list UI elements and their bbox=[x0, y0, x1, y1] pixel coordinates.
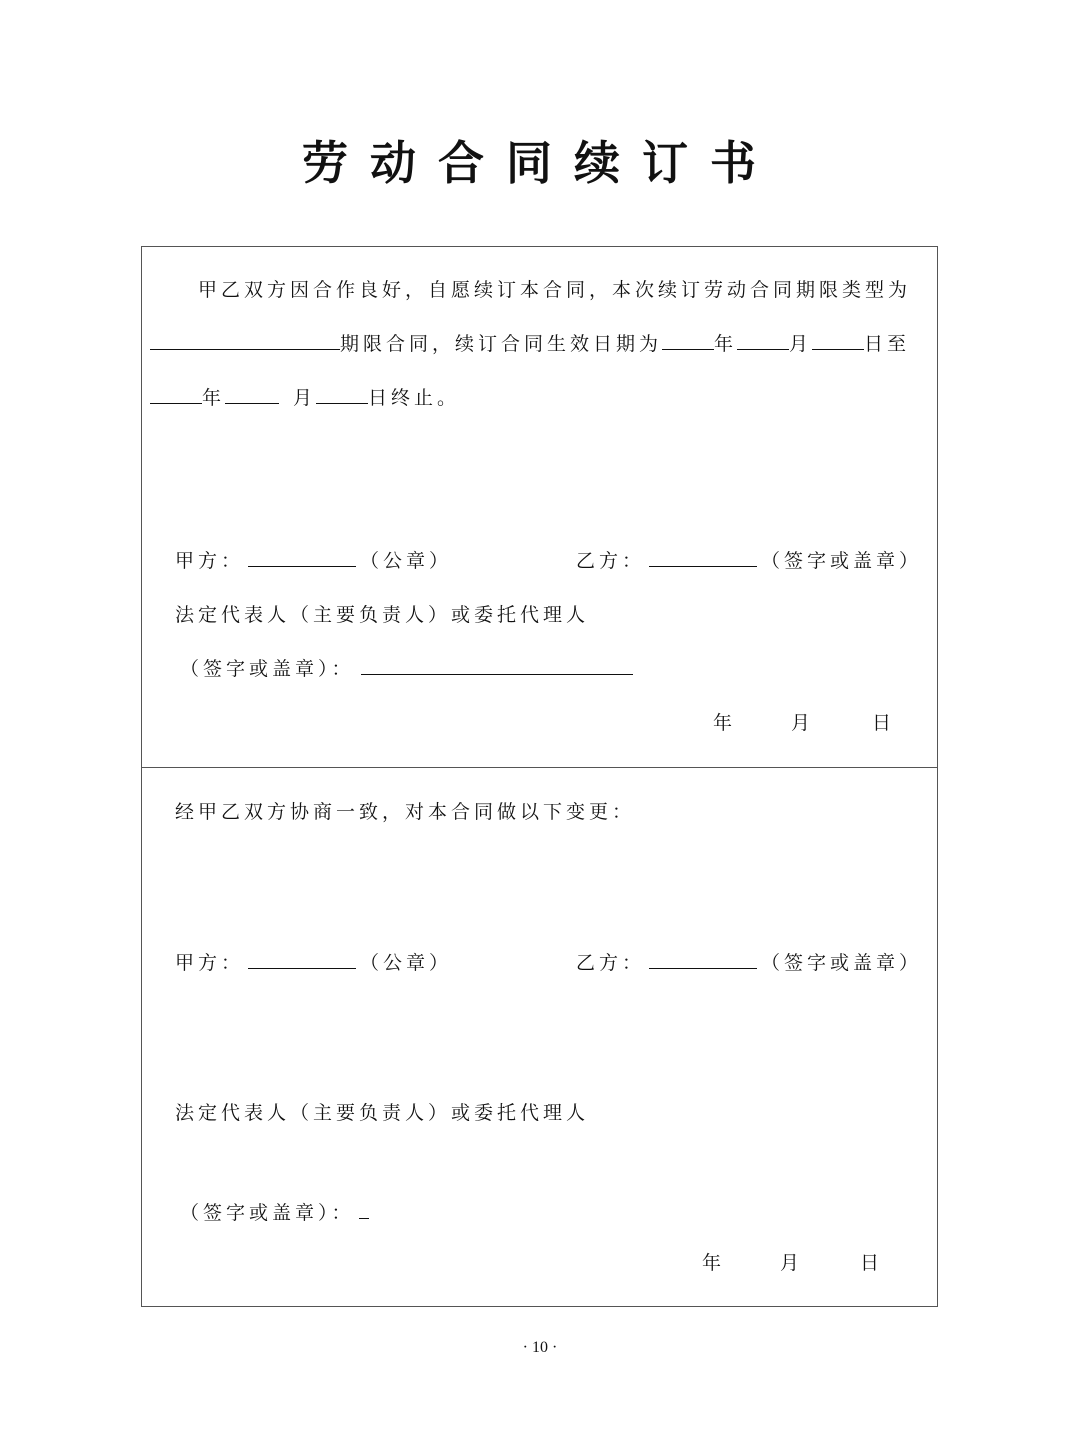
changes-party-a-label: 甲方： bbox=[175, 952, 245, 974]
party-b-signature bbox=[576, 546, 922, 576]
party-a-label: 甲方： bbox=[175, 550, 245, 572]
changes-sign-label: （签字或盖章）： bbox=[180, 1202, 355, 1224]
end-year-label: 年 bbox=[202, 387, 226, 409]
section-divider bbox=[141, 767, 938, 768]
start-year-label: 年 bbox=[714, 333, 738, 355]
start-year-blank[interactable] bbox=[662, 329, 714, 350]
party-b-blank[interactable] bbox=[649, 546, 757, 567]
changes-legal-rep-label: 法定代表人（主要负责人）或委托代理人 bbox=[175, 1102, 590, 1124]
changes-party-b-label: 乙方： bbox=[576, 952, 646, 974]
party-a-seal-label: （公章） bbox=[360, 550, 453, 572]
party-a-blank[interactable] bbox=[248, 546, 356, 567]
changes-party-a-seal-label: （公章） bbox=[360, 952, 453, 974]
end-month-label: 月 bbox=[293, 387, 317, 409]
party-b-sign-label: （签字或盖章） bbox=[761, 550, 923, 572]
page-number: · 10 · bbox=[522, 1339, 558, 1356]
page-title: 劳动合同续订书 bbox=[302, 136, 778, 190]
party-b-label: 乙方： bbox=[576, 550, 646, 572]
changes-date-day: 日 bbox=[860, 1252, 884, 1274]
sign-date-month: 月 bbox=[791, 712, 815, 734]
changes-legal-rep-signature bbox=[180, 1198, 369, 1228]
end-year-blank[interactable] bbox=[150, 383, 202, 404]
party-a-signature bbox=[175, 546, 452, 576]
term-type-blank[interactable] bbox=[150, 329, 340, 350]
start-month-blank[interactable] bbox=[737, 329, 789, 350]
changes-date-year: 年 bbox=[702, 1252, 726, 1274]
start-day-label: 日至 bbox=[864, 333, 911, 355]
term-suffix-text: 期限合同，续订合同生效日期为 bbox=[340, 333, 663, 355]
renewal-paragraph-line2 bbox=[150, 329, 910, 359]
legal-rep-blank[interactable] bbox=[361, 654, 633, 675]
renewal-paragraph-line3 bbox=[150, 383, 460, 413]
end-day-label: 日终止。 bbox=[368, 387, 461, 409]
changes-party-b-sign-label: （签字或盖章） bbox=[761, 952, 923, 974]
sign-label: （签字或盖章）： bbox=[180, 658, 355, 680]
start-day-blank[interactable] bbox=[812, 329, 864, 350]
changes-party-a-blank[interactable] bbox=[248, 948, 356, 969]
end-month-blank[interactable] bbox=[225, 383, 279, 404]
legal-rep-label: 法定代表人（主要负责人）或委托代理人 bbox=[175, 604, 590, 626]
changes-party-a-signature bbox=[175, 948, 452, 978]
start-month-label: 月 bbox=[789, 333, 813, 355]
changes-party-b-signature bbox=[576, 948, 922, 978]
sign-date-day: 日 bbox=[872, 712, 896, 734]
legal-rep-signature bbox=[180, 654, 633, 684]
changes-intro: 经甲乙双方协商一致，对本合同做以下变更： bbox=[175, 801, 636, 823]
renewal-paragraph-line1: 甲乙双方因合作良好，自愿续订本合同，本次续订劳动合同期限类型为 bbox=[198, 279, 912, 301]
changes-legal-rep-blank[interactable] bbox=[359, 1198, 369, 1219]
end-day-blank[interactable] bbox=[316, 383, 368, 404]
changes-date-month: 月 bbox=[780, 1252, 804, 1274]
sign-date-year: 年 bbox=[713, 712, 737, 734]
changes-party-b-blank[interactable] bbox=[649, 948, 757, 969]
